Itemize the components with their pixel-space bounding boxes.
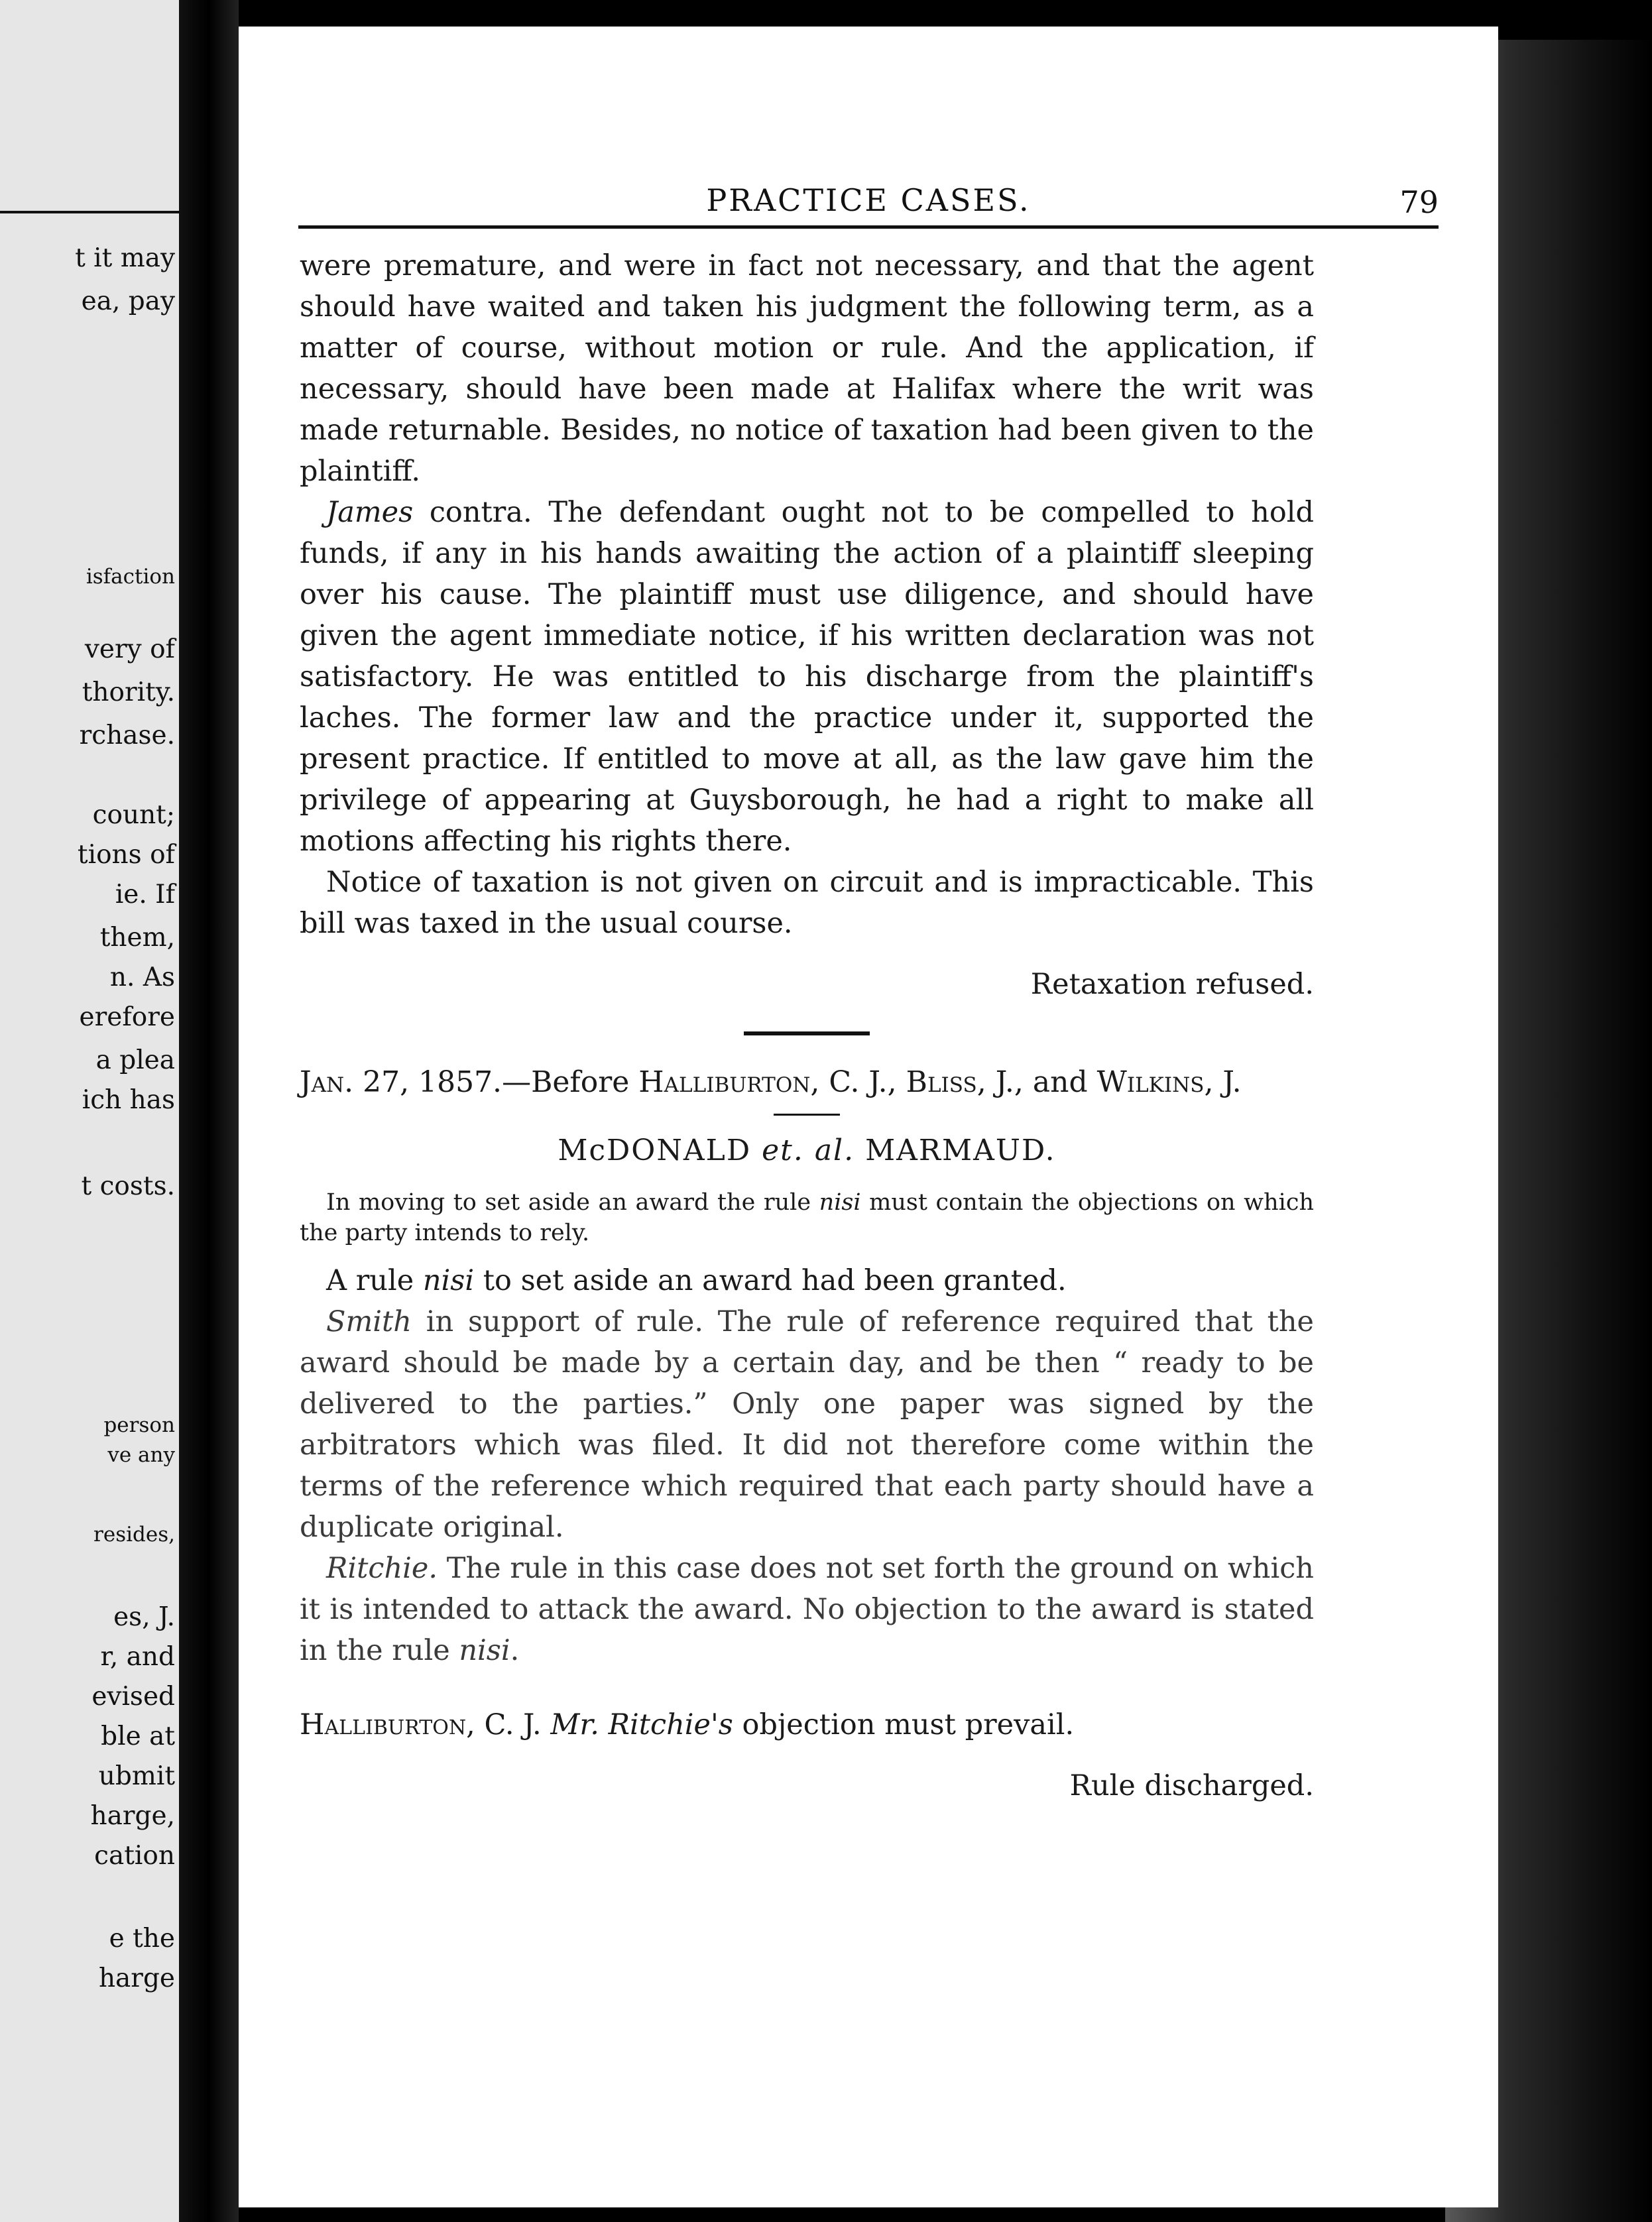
book-gutter [179,0,239,2222]
paragraph-james-contra [300,492,1314,862]
left-page-text-fragment: r, and [100,1642,175,1672]
speaker-name: James [326,496,414,529]
speaker-name: Ritchie. [326,1552,438,1585]
left-page-text-fragment: harge [98,1963,175,1993]
judge-name: Wilkins [1096,1065,1205,1099]
judge-title: , J., and [976,1065,1097,1099]
judge-title: , J. [1204,1065,1242,1099]
left-page-text-fragment: ble at [101,1722,175,1751]
paragraph-text: The rule in this case does not set forth the ground on which it is intended to attack the award. No objection to the award is stated in the rule [300,1552,1314,1667]
paragraph-text: . [510,1634,520,1667]
left-page-text-fragment: t it may [75,243,175,273]
counsel-name: Mr. Ritchie's [550,1708,733,1741]
left-page-text-fragment: person [103,1413,175,1437]
left-page-text-fragment: es, J. [113,1602,175,1632]
left-page-text-fragment: ea, pay [81,286,175,316]
paragraph-smith-argument [300,1301,1314,1548]
paragraph-rule-granted [300,1260,1314,1301]
page-header [298,152,1439,229]
paragraph-continuation: were premature, and were in fact not necessary, and that the agent should have waited and taken his judgment the following term, as a matter of course, without motion or rule. And the application, if necessary, should have been made at Halifax where the writ was made returnable. Besides, no notice of taxation had been given to the plaintiff. [300,249,1314,488]
party-name: McDONALD [558,1134,762,1167]
judge-name: Halliburton [300,1708,467,1741]
left-page-text-fragment: erefore [79,1002,175,1032]
left-page-text-fragment: resides, [93,1523,175,1547]
left-page-text-fragment: ubmit [98,1761,175,1791]
headnote-text: In moving to set aside an award the rule [326,1189,819,1216]
nisi-term: nisi [819,1189,861,1216]
main-page [239,27,1498,2207]
section-divider [744,1031,870,1035]
body-text [300,245,1314,1806]
left-page-text-fragment: tions of [77,840,175,870]
left-page-text-fragment: count; [92,800,175,830]
result-rule-discharged: Rule discharged. [1069,1769,1314,1802]
judgment-line [300,1704,1314,1745]
left-page-text-fragment: n. As [109,963,175,992]
nisi-term: nisi [459,1634,510,1667]
headnote-text: must contain the objections on which the party intends to rely. [300,1189,1315,1246]
party-name: MARMAUD. [855,1134,1056,1167]
paragraph-text: in support of rule. The rule of reference required that the award should be made by a certain day, and be then “ ready to be delivered to the parties.” Only one paper was signed by the arbitrators which was filed. It did not therefore come within the terms of the reference which required that each party should have a duplicate original. [300,1305,1314,1544]
left-page-text-fragment: rchase. [79,721,175,750]
left-page-text-fragment: a plea [95,1045,175,1075]
result-retaxation: Retaxation refused. [1030,968,1314,1001]
left-page-text-fragment: them, [99,923,175,953]
judge-name: Halliburton [638,1065,811,1099]
paragraph-text: to set aside an award had been granted. [474,1264,1067,1297]
judge-title: , C. J., [810,1065,906,1099]
judgment-text: objection must prevail. [733,1708,1075,1741]
left-page-fragment [0,0,179,2222]
running-title: PRACTICE CASES. [706,182,1031,218]
left-page-text-fragment: e the [109,1924,175,1954]
paragraph-ritchie-argument [300,1548,1314,1671]
left-page-text-fragment: t costs. [81,1171,175,1201]
left-page-text-fragment: thority. [82,677,175,707]
nisi-term: nisi [422,1264,475,1297]
speaker-name: Smith [326,1305,412,1338]
judge-title: , C. J. [466,1708,551,1741]
headnote [300,1187,1314,1248]
left-page-text-fragment: cation [94,1841,175,1871]
left-page-text-fragment: very of [84,634,175,664]
case-date-line [300,1062,1314,1103]
left-page-text-fragment: ich has [82,1085,175,1115]
judge-name: Bliss [906,1065,977,1099]
left-page-text-fragment: isfaction [86,565,175,589]
left-page-rule [0,211,179,213]
paragraph-text: A rule [326,1264,423,1297]
left-page-text-fragment: ie. If [115,880,175,909]
page-number: 79 [1399,184,1439,220]
left-page-text-fragment: evised [91,1682,175,1712]
paragraph-text: contra. The defendant ought not to be compelled to hold funds, if any in his hands awaiting the action of a plaintiff sleeping over his cause. The plaintiff must use diligence, and should have given the agent immediate notice, if his written declaration was not satisfactory. He was entitled to his discharge from the plaintiff's laches. The former law and the practice under it, supported the present practice. If entitled to move at all, as the law gave him the privilege of appearing at Guysborough, he had a right to make all motions affecting his rights there. [300,496,1314,858]
title-divider [774,1114,840,1116]
case-date: Jan. 27, 1857. [300,1065,502,1099]
left-page-text-fragment: ve any [107,1443,175,1467]
case-title [300,1130,1314,1171]
et-al: et. al. [762,1134,855,1167]
paragraph-taxation-notice: Notice of taxation is not given on circuit and is impracticable. This bill was taxed in the usual course. [300,866,1314,940]
before-text: —Before [502,1065,639,1099]
left-page-text-fragment: harge, [90,1801,175,1831]
